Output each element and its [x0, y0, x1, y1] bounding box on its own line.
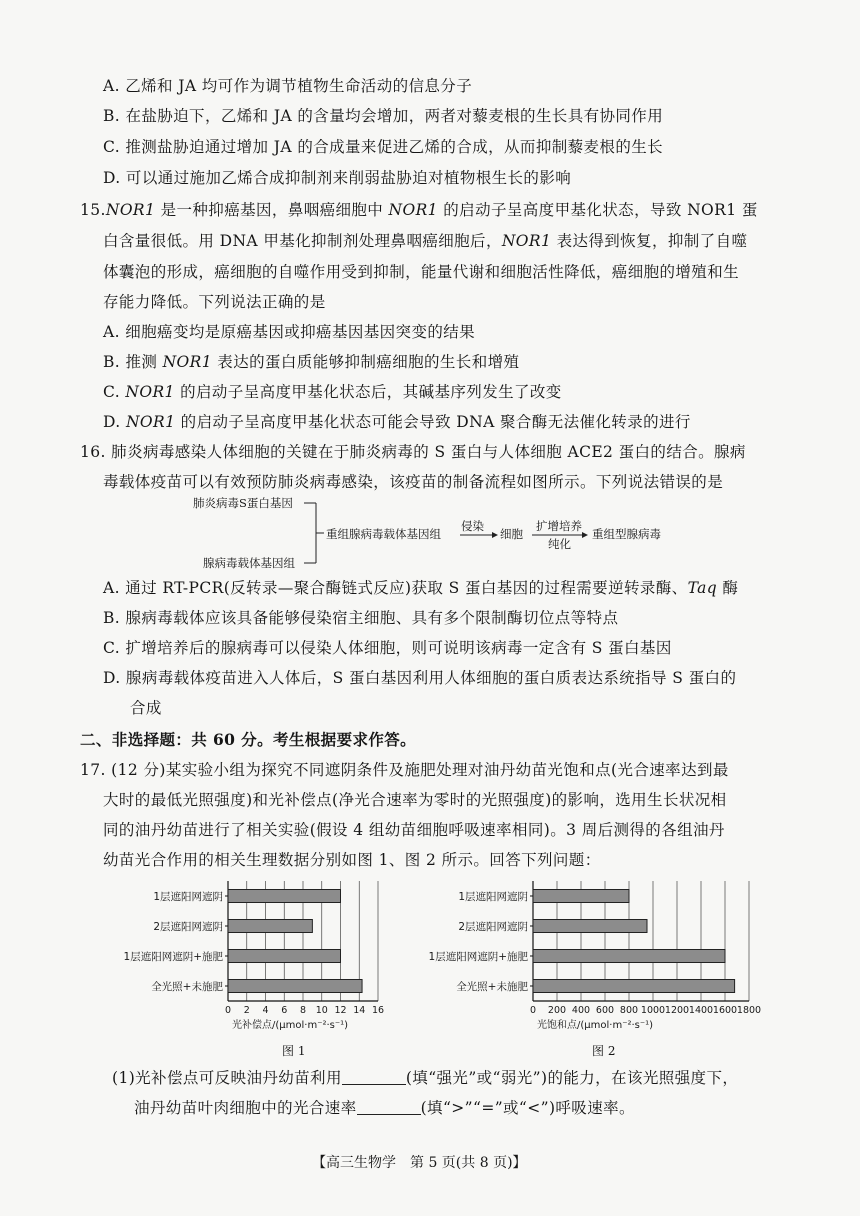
flow-input-vector: 腺病毒载体基因组: [203, 556, 295, 570]
x-tick-label: 0: [529, 1005, 537, 1016]
q16-option-d-line1: D. 腺病毒载体疫苗进入人体后，S 蛋白基因利用人体细胞的蛋白质表达系统指导 S 蛋白的: [103, 669, 737, 687]
gene-name: NOR1: [162, 353, 212, 371]
q16-stem-line1: 16. 肺炎病毒感染人体细胞的关键在于肺炎病毒的 S 蛋白与人体细胞 ACE2 蛋白的结合。腺病: [80, 443, 746, 461]
x-axis-title: 光补偿点/(μmol·m⁻²·s⁻¹): [232, 1020, 349, 1031]
q17-text: (填“>”“=”或“<”)呼吸速率。: [420, 1099, 635, 1117]
category-label: 1层遮阳网遮阴: [458, 891, 528, 903]
q15-text: 表达得到恢复，抑制了自噬: [551, 232, 748, 250]
q16-stem-line2: 毒载体疫苗可以有效预防肺炎病毒感染，该疫苗的制备流程如图所示。下列说法错误的是: [103, 473, 724, 491]
q15-stem-line4: 存能力降低。下列说法正确的是: [103, 293, 326, 311]
gene-name: NOR1: [125, 413, 176, 431]
gene-name: NOR1: [501, 232, 552, 250]
flow-arrow2-bottom: 纯化: [548, 537, 571, 551]
x-tick-label: 400: [571, 1005, 591, 1016]
category-label: 2层遮阳网遮阴: [458, 921, 528, 933]
x-tick-label: 1200: [664, 1005, 690, 1016]
x-tick-label: 16: [371, 1005, 385, 1016]
q17-stem-line2: 大时的最低光照强度)和光补偿点(净光合速率为零时的光照强度)的影响，选用生长状况相: [103, 791, 727, 809]
q15-option-d: [103, 412, 691, 432]
gene-name: NOR1: [125, 383, 175, 401]
category-label: 1层遮阳网遮阴+施肥: [123, 951, 223, 963]
x-tick-label: 0: [224, 1005, 232, 1016]
x-tick-label: 1800: [736, 1005, 762, 1016]
flow-input-s-gene: 肺炎病毒S蛋白基因: [193, 496, 293, 510]
q15-text: 表达的蛋白质能够抑制癌细胞的生长和增殖: [211, 353, 520, 371]
figure-1-caption: 图 1: [282, 1044, 306, 1058]
x-tick-label: 14: [353, 1005, 366, 1016]
x-tick-label: 2: [243, 1005, 250, 1016]
q15-option-b: [103, 352, 519, 372]
bar: [533, 980, 735, 993]
flow-brace: [316, 503, 324, 563]
q14-option-a: A. 乙烯和 JA 均可作为调节植物生命活动的信息分子: [103, 77, 473, 95]
category-label: 全光照+未施肥: [151, 981, 223, 993]
q16-option-a: [103, 578, 738, 598]
x-tick-label: 8: [299, 1005, 307, 1016]
q16-option-b: B. 腺病毒载体应该具备能够侵染宿主细胞、具有多个限制酶切位点等特点: [103, 609, 619, 627]
q17-text: 油丹幼苗叶肉细胞中的光合速率: [134, 1099, 357, 1117]
category-label: 2层遮阳网遮阴: [153, 921, 223, 933]
q15-option-c: [103, 382, 562, 402]
q15-text: 的启动子呈高度甲基化状态后，其碱基序列发生了改变: [174, 383, 562, 401]
q15-text: 白含量很低。用 DNA 甲基化抑制剂处理鼻咽癌细胞后，: [103, 232, 502, 250]
q17-stem-line3: 同的油丹幼苗进行了相关实验(假设 4 组幼苗细胞呼吸速率相同)。3 周后测得的各组油丹: [103, 821, 725, 839]
flow-arrow2-top: 扩增培养: [536, 519, 582, 533]
q16-option-d-line2: 合成: [130, 699, 162, 717]
x-axis-title: 光饱和点/(μmol·m⁻²·s⁻¹): [537, 1020, 654, 1031]
x-tick-label: 10: [315, 1005, 328, 1016]
q14-option-b: B. 在盐胁迫下，乙烯和 JA 的含量均会增加，两者对藜麦根的生长具有协同作用: [103, 107, 664, 125]
q16-text: A. 通过 RT-PCR(反转录—聚合酶链式反应)获取 S 蛋白基因的过程需要逆转录酶、: [103, 579, 688, 597]
bar: [533, 920, 647, 933]
q14-option-c: C. 推测盐胁迫通过增加 JA 的合成量来促进乙烯的合成，从而抑制藜麦根的生长: [103, 138, 664, 156]
x-tick-label: 1600: [712, 1005, 738, 1016]
arrowhead-icon: [492, 532, 498, 538]
q15-stem-line2: [103, 231, 747, 251]
bar: [533, 950, 725, 963]
bar: [228, 890, 341, 903]
bar: [228, 980, 362, 993]
bar: [533, 890, 629, 903]
x-tick-label: 1400: [688, 1005, 714, 1016]
q15-text: B. 推测: [103, 353, 163, 371]
q15-text: 是一种抑癌基因，鼻咽癌细胞中: [155, 201, 389, 219]
flow-recombinant: 重组腺病毒载体基因组: [326, 527, 441, 541]
gene-name: NOR1: [105, 201, 156, 219]
q16-text: 酶: [717, 579, 739, 597]
x-tick-label: 600: [595, 1005, 615, 1016]
q15-stem-line3: 体囊泡的形成，癌细胞的自噬作用受到抑制，能量代谢和细胞活性降低，癌细胞的增殖和生: [103, 263, 740, 281]
figure-1-chart: [115, 873, 405, 1043]
x-tick-label: 6: [281, 1005, 288, 1016]
q15-text: 的启动子呈高度甲基化状态，导致 NOR1 蛋: [437, 201, 758, 219]
flow-product: 重组型腺病毒: [592, 527, 661, 541]
x-tick-label: 4: [262, 1005, 269, 1016]
q15-stem-line1: [80, 200, 758, 220]
bar: [228, 920, 312, 933]
q17-sub1-line2: [134, 1098, 635, 1118]
figure-2-chart: [425, 873, 765, 1043]
answer-blank[interactable]: [342, 1069, 406, 1085]
q14-option-d: D. 可以通过施加乙烯合成抑制剂来削弱盐胁迫对植物根生长的影响: [103, 169, 572, 187]
flow-arrow1-label: 侵染: [461, 519, 484, 533]
answer-blank[interactable]: [357, 1099, 421, 1115]
q15-text: C.: [103, 383, 126, 401]
x-tick-label: 800: [619, 1005, 639, 1016]
q17-text: (1)光补偿点可反映油丹幼苗利用: [112, 1069, 342, 1087]
q17-sub1-line1: [112, 1068, 738, 1088]
gene-name: NOR1: [388, 201, 438, 219]
category-label: 1层遮阳网遮阴+施肥: [428, 951, 528, 963]
x-tick-label: 12: [334, 1005, 347, 1016]
category-label: 1层遮阳网遮阴: [153, 891, 223, 903]
flow-cell: 细胞: [500, 527, 523, 541]
arrowhead-icon: [582, 532, 588, 538]
bar: [228, 950, 341, 963]
x-tick-label: 1000: [640, 1005, 666, 1016]
category-label: 全光照+未施肥: [456, 981, 528, 993]
q15-option-a: A. 细胞癌变均是原癌基因或抑癌基因基因突变的结果: [103, 323, 476, 341]
q17-stem-line1: 17. (12 分)某实验小组为探究不同遮阴条件及施肥处理对油丹幼苗光饱和点(光合速率达到最: [80, 761, 729, 779]
q15-number: 15.: [80, 201, 106, 219]
page-footer: 【高三生物学 第 5 页(共 8 页)】: [312, 1155, 527, 1171]
q15-text: 的启动子呈高度甲基化状态可能会导致 DNA 聚合酶无法催化转录的进行: [175, 413, 691, 431]
taq-term: Taq: [687, 579, 718, 597]
q17-stem-line4: 幼苗光合作用的相关生理数据分别如图 1、图 2 所示。回答下列问题：: [103, 851, 601, 869]
q17-text: (填“强光”或“弱光”)的能力，在该光照强度下，: [405, 1069, 739, 1087]
x-tick-label: 200: [547, 1005, 567, 1016]
q16-option-c: C. 扩增培养后的腺病毒可以侵染人体细胞，则可说明该病毒一定含有 S 蛋白基因: [103, 639, 672, 657]
section-heading: 二、非选择题：共 60 分。考生根据要求作答。: [80, 730, 417, 749]
q15-text: D.: [103, 413, 126, 431]
figure-2-caption: 图 2: [592, 1044, 616, 1058]
